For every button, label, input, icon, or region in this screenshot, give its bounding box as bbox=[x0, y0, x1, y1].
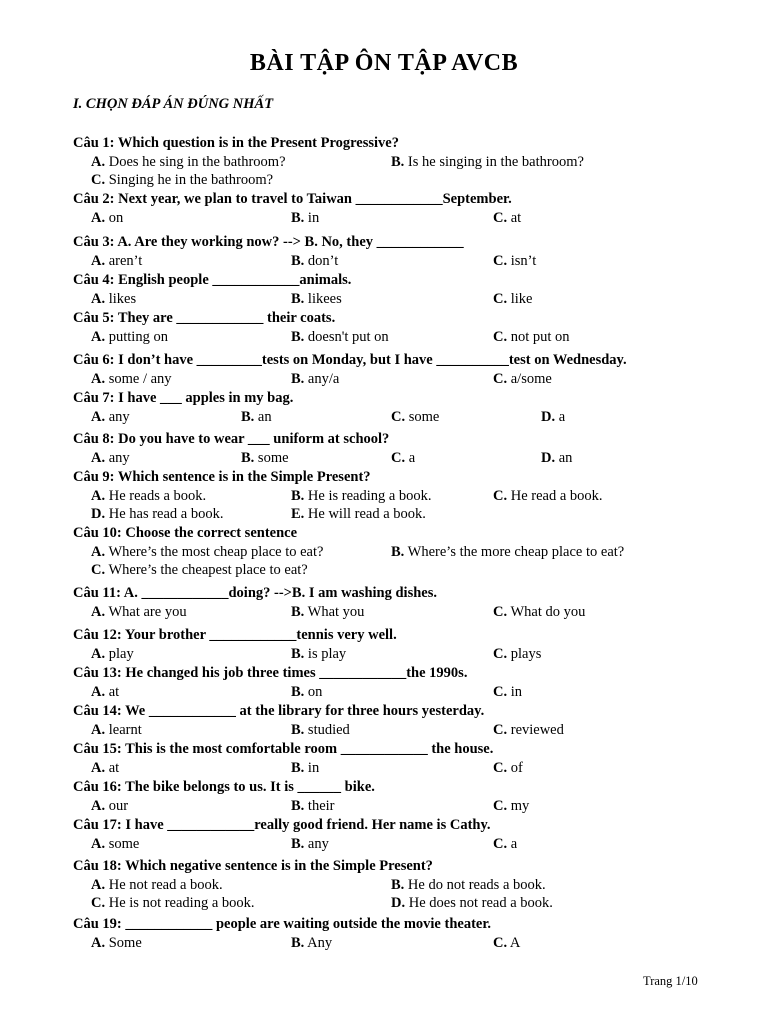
answer-option bbox=[91, 603, 187, 621]
question-stem: Câu 19: ____________ people are waiting outside the movie theater. bbox=[73, 916, 492, 932]
option-letter: D. bbox=[391, 895, 406, 911]
question-stem: Câu 16: The bike belongs to us. It is ______ bike. bbox=[73, 779, 375, 795]
option-letter: B. bbox=[291, 684, 305, 700]
option-letter: D. bbox=[541, 409, 556, 425]
option-letter: B. bbox=[291, 798, 305, 814]
answer-option bbox=[493, 370, 552, 388]
option-letter: B. bbox=[291, 291, 305, 307]
answer-option bbox=[391, 449, 415, 467]
question-16 bbox=[73, 777, 733, 815]
answer-option bbox=[493, 683, 522, 701]
option-letter: A. bbox=[91, 409, 106, 425]
option-text: Where’s the cheapest place to eat? bbox=[105, 562, 308, 578]
option-text: our bbox=[105, 798, 129, 814]
answer-row bbox=[73, 759, 733, 777]
option-text: A bbox=[507, 935, 521, 951]
answer-row bbox=[73, 290, 733, 308]
option-text: Where’s the more cheap place to eat? bbox=[404, 544, 625, 560]
option-letter: C. bbox=[493, 291, 508, 307]
answer-option bbox=[493, 759, 523, 777]
option-text: He does not read a book. bbox=[405, 895, 553, 911]
question-stem: Câu 9: Which sentence is in the Simple Present? bbox=[73, 469, 371, 485]
option-letter: D. bbox=[91, 506, 106, 522]
answer-row bbox=[73, 153, 733, 171]
option-letter: B. bbox=[391, 877, 405, 893]
answer-option bbox=[91, 645, 134, 663]
answer-option bbox=[91, 543, 323, 561]
question-stem: Câu 10: Choose the correct sentence bbox=[73, 525, 298, 541]
question-stem: Câu 1: Which question is in the Present Progressive? bbox=[73, 135, 399, 151]
question-8 bbox=[73, 429, 733, 467]
answer-option bbox=[91, 370, 172, 388]
option-text: some bbox=[405, 409, 440, 425]
option-text: their bbox=[304, 798, 335, 814]
option-text: plays bbox=[507, 646, 542, 662]
answer-row bbox=[73, 171, 733, 189]
option-letter: A. bbox=[91, 935, 106, 951]
answer-option bbox=[391, 408, 439, 426]
option-letter: A. bbox=[91, 210, 106, 226]
option-letter: B. bbox=[241, 450, 255, 466]
question-19 bbox=[73, 914, 733, 952]
option-letter: B. bbox=[291, 371, 305, 387]
option-letter: A. bbox=[91, 798, 106, 814]
option-text: in bbox=[304, 210, 320, 226]
option-text: likes bbox=[105, 291, 137, 307]
answer-option bbox=[493, 797, 529, 815]
option-letter: A. bbox=[91, 604, 106, 620]
option-letter: A. bbox=[91, 544, 106, 560]
option-text: any/a bbox=[304, 371, 340, 387]
question-15 bbox=[73, 739, 733, 777]
answer-row bbox=[73, 252, 733, 270]
option-letter: B. bbox=[291, 646, 305, 662]
question-1 bbox=[73, 133, 733, 189]
option-letter: C. bbox=[91, 172, 106, 188]
answer-option bbox=[91, 721, 142, 739]
option-letter: C. bbox=[493, 329, 508, 345]
option-text: in bbox=[507, 684, 523, 700]
option-letter: B. bbox=[391, 154, 405, 170]
answer-row bbox=[73, 209, 733, 227]
answer-row bbox=[73, 370, 733, 388]
option-letter: A. bbox=[91, 450, 106, 466]
option-text: a bbox=[555, 409, 566, 425]
question-18 bbox=[73, 856, 733, 912]
question-stem: Câu 4: English people ____________animals. bbox=[73, 272, 352, 288]
option-letter: C. bbox=[391, 409, 406, 425]
option-text: He read a book. bbox=[507, 488, 603, 504]
option-text: He will read a book. bbox=[304, 506, 426, 522]
answer-option bbox=[291, 934, 332, 952]
option-text: a bbox=[405, 450, 416, 466]
option-letter: C. bbox=[493, 488, 508, 504]
answer-option bbox=[291, 759, 319, 777]
option-text: any bbox=[105, 450, 130, 466]
option-text: at bbox=[507, 210, 522, 226]
option-letter: A. bbox=[91, 253, 106, 269]
option-text: studied bbox=[304, 722, 350, 738]
option-letter: A. bbox=[91, 488, 106, 504]
option-text: He not read a book. bbox=[105, 877, 223, 893]
option-letter: A. bbox=[91, 154, 106, 170]
option-letter: C. bbox=[391, 450, 406, 466]
option-letter: A. bbox=[91, 836, 106, 852]
option-text: play bbox=[105, 646, 134, 662]
answer-option bbox=[291, 603, 364, 621]
answer-option bbox=[91, 797, 128, 815]
option-text: a/some bbox=[507, 371, 552, 387]
answer-option bbox=[91, 328, 168, 346]
answer-option bbox=[91, 894, 255, 912]
option-text: in bbox=[304, 760, 320, 776]
option-letter: B. bbox=[241, 409, 255, 425]
option-letter: C. bbox=[493, 935, 508, 951]
option-text: He has read a book. bbox=[105, 506, 224, 522]
option-letter: B. bbox=[291, 329, 305, 345]
answer-row bbox=[73, 645, 733, 663]
answer-row bbox=[73, 894, 733, 912]
answer-option bbox=[91, 561, 308, 579]
option-text: He reads a book. bbox=[105, 488, 207, 504]
answer-option bbox=[91, 153, 286, 171]
answer-option bbox=[391, 153, 584, 171]
question-13 bbox=[73, 663, 733, 701]
option-text: some / any bbox=[105, 371, 172, 387]
option-text: a bbox=[507, 836, 518, 852]
answer-option bbox=[493, 645, 541, 663]
question-7 bbox=[73, 388, 733, 426]
option-letter: B. bbox=[291, 836, 305, 852]
answer-option bbox=[291, 328, 389, 346]
answer-option bbox=[291, 252, 338, 270]
option-text: some bbox=[254, 450, 289, 466]
answer-option bbox=[241, 408, 272, 426]
answer-option bbox=[91, 759, 119, 777]
option-letter: A. bbox=[91, 646, 106, 662]
question-2 bbox=[73, 189, 733, 227]
section-heading: I. CHỌN ĐÁP ÁN ĐÚNG NHẤT bbox=[73, 96, 274, 112]
answer-option bbox=[493, 721, 564, 739]
answer-option bbox=[291, 721, 350, 739]
option-letter: C. bbox=[493, 210, 508, 226]
option-letter: A. bbox=[91, 371, 106, 387]
option-letter: A. bbox=[91, 684, 106, 700]
option-text: What you bbox=[304, 604, 365, 620]
option-text: like bbox=[507, 291, 533, 307]
answer-option bbox=[291, 505, 426, 523]
question-4 bbox=[73, 270, 733, 308]
answer-row bbox=[73, 603, 733, 621]
option-letter: A. bbox=[91, 291, 106, 307]
answer-option bbox=[493, 487, 603, 505]
answer-option bbox=[493, 934, 520, 952]
question-stem: Câu 14: We ____________ at the library for three hours yesterday. bbox=[73, 703, 485, 719]
question-stem: Câu 6: I don’t have _________tests on Monday, but I have __________test on Wednesday. bbox=[73, 352, 627, 368]
answer-option bbox=[391, 876, 546, 894]
answer-option bbox=[291, 645, 346, 663]
option-letter: C. bbox=[493, 798, 508, 814]
question-stem: Câu 3: A. Are they working now? --> B. No, they ____________ bbox=[73, 234, 464, 250]
answer-option bbox=[241, 449, 289, 467]
answer-option bbox=[91, 487, 206, 505]
answer-row bbox=[73, 876, 733, 894]
option-text: Singing he in the bathroom? bbox=[105, 172, 274, 188]
option-text: Does he sing in the bathroom? bbox=[105, 154, 286, 170]
answer-row bbox=[73, 934, 733, 952]
option-text: an bbox=[254, 409, 272, 425]
answer-option bbox=[493, 835, 517, 853]
option-text: some bbox=[105, 836, 140, 852]
question-3 bbox=[73, 232, 733, 270]
question-10 bbox=[73, 523, 733, 579]
question-5 bbox=[73, 308, 733, 346]
option-text: reviewed bbox=[507, 722, 564, 738]
option-text: Any bbox=[304, 935, 333, 951]
option-text: likees bbox=[304, 291, 342, 307]
option-letter: B. bbox=[291, 722, 305, 738]
answer-option bbox=[391, 894, 553, 912]
answer-option bbox=[91, 835, 139, 853]
question-stem: Câu 2: Next year, we plan to travel to Taiwan ____________September. bbox=[73, 191, 512, 207]
option-letter: C. bbox=[493, 836, 508, 852]
answer-row bbox=[73, 487, 733, 505]
option-text: of bbox=[507, 760, 523, 776]
option-text: learnt bbox=[105, 722, 142, 738]
option-text: He is not reading a book. bbox=[105, 895, 255, 911]
question-9 bbox=[73, 467, 733, 523]
answer-option bbox=[91, 408, 130, 426]
option-letter: C. bbox=[91, 562, 106, 578]
question-stem: Câu 5: They are ____________ their coats. bbox=[73, 310, 336, 326]
answer-option bbox=[291, 209, 319, 227]
question-11 bbox=[73, 583, 733, 621]
answer-option bbox=[541, 408, 565, 426]
answer-option bbox=[291, 835, 329, 853]
option-letter: A. bbox=[91, 722, 106, 738]
answer-option bbox=[91, 209, 123, 227]
answer-option bbox=[91, 290, 136, 308]
option-letter: B. bbox=[291, 210, 305, 226]
option-letter: C. bbox=[493, 604, 508, 620]
option-text: putting on bbox=[105, 329, 168, 345]
answer-row bbox=[73, 543, 733, 561]
question-stem: Câu 12: Your brother ____________tennis very well. bbox=[73, 627, 397, 643]
answer-option bbox=[391, 543, 624, 561]
option-text: any bbox=[105, 409, 130, 425]
option-text: isn’t bbox=[507, 253, 537, 269]
option-text: any bbox=[304, 836, 329, 852]
question-stem: Câu 8: Do you have to wear ___ uniform at school? bbox=[73, 431, 390, 447]
answer-option bbox=[91, 505, 223, 523]
answer-option bbox=[541, 449, 572, 467]
option-text: He do not reads a book. bbox=[404, 877, 546, 893]
answer-option bbox=[493, 328, 570, 346]
answer-option bbox=[493, 209, 521, 227]
option-text: aren’t bbox=[105, 253, 143, 269]
option-text: an bbox=[555, 450, 573, 466]
page-number: Trang 1/10 bbox=[643, 974, 698, 988]
question-list bbox=[73, 133, 733, 952]
page-title: BÀI TẬP ÔN TẬP AVCB bbox=[249, 50, 519, 76]
answer-row bbox=[73, 449, 733, 467]
question-12 bbox=[73, 625, 733, 663]
answer-row bbox=[73, 505, 733, 523]
answer-option bbox=[91, 876, 223, 894]
question-stem: Câu 18: Which negative sentence is in the Simple Present? bbox=[73, 858, 433, 874]
answer-option bbox=[291, 683, 322, 701]
answer-option bbox=[91, 449, 130, 467]
option-letter: B. bbox=[291, 488, 305, 504]
answer-row bbox=[73, 797, 733, 815]
answer-option bbox=[493, 290, 532, 308]
option-letter: C. bbox=[493, 760, 508, 776]
answer-option bbox=[291, 487, 432, 505]
question-6 bbox=[73, 350, 733, 388]
option-text: my bbox=[507, 798, 530, 814]
option-letter: B. bbox=[291, 253, 305, 269]
option-letter: C. bbox=[493, 684, 508, 700]
option-letter: B. bbox=[291, 604, 305, 620]
answer-row bbox=[73, 408, 733, 426]
option-letter: A. bbox=[91, 760, 106, 776]
option-letter: A. bbox=[91, 329, 106, 345]
answer-row bbox=[73, 561, 733, 579]
option-letter: C. bbox=[493, 253, 508, 269]
answer-row bbox=[73, 328, 733, 346]
option-text: What do you bbox=[507, 604, 586, 620]
answer-option bbox=[291, 370, 339, 388]
option-letter: C. bbox=[493, 371, 508, 387]
answer-option bbox=[493, 603, 585, 621]
option-text: Is he singing in the bathroom? bbox=[404, 154, 584, 170]
question-17 bbox=[73, 815, 733, 853]
question-stem: Câu 7: I have ___ apples in my bag. bbox=[73, 390, 294, 406]
question-stem: Câu 15: This is the most comfortable room ____________ the house. bbox=[73, 741, 494, 757]
answer-option bbox=[91, 683, 119, 701]
answer-option bbox=[91, 171, 273, 189]
answer-option bbox=[291, 797, 335, 815]
answer-option bbox=[91, 252, 142, 270]
option-text: He is reading a book. bbox=[304, 488, 432, 504]
option-text: Where’s the most cheap place to eat? bbox=[105, 544, 324, 560]
option-text: doesn't put on bbox=[304, 329, 389, 345]
question-stem: Câu 13: He changed his job three times ____________the 1990s. bbox=[73, 665, 468, 681]
option-letter: C. bbox=[493, 646, 508, 662]
option-text: not put on bbox=[507, 329, 570, 345]
question-stem: Câu 11: A. ____________doing? -->B. I am washing dishes. bbox=[73, 585, 437, 601]
question-stem: Câu 17: I have ____________really good friend. Her name is Cathy. bbox=[73, 817, 491, 833]
option-text: at bbox=[105, 684, 120, 700]
option-letter: B. bbox=[391, 544, 405, 560]
option-letter: E. bbox=[291, 506, 305, 522]
option-letter: B. bbox=[291, 760, 305, 776]
option-text: at bbox=[105, 760, 120, 776]
answer-option bbox=[91, 934, 142, 952]
answer-row bbox=[73, 721, 733, 739]
option-text: on bbox=[304, 684, 323, 700]
option-text: is play bbox=[304, 646, 347, 662]
option-letter: A. bbox=[91, 877, 106, 893]
option-letter: C. bbox=[91, 895, 106, 911]
option-text: on bbox=[105, 210, 124, 226]
option-letter: C. bbox=[493, 722, 508, 738]
answer-option bbox=[493, 252, 536, 270]
option-text: don’t bbox=[304, 253, 339, 269]
question-14 bbox=[73, 701, 733, 739]
answer-row bbox=[73, 835, 733, 853]
answer-row bbox=[73, 683, 733, 701]
option-letter: B. bbox=[291, 935, 305, 951]
option-text: What are you bbox=[105, 604, 187, 620]
option-text: Some bbox=[105, 935, 142, 951]
option-letter: D. bbox=[541, 450, 556, 466]
answer-option bbox=[291, 290, 342, 308]
